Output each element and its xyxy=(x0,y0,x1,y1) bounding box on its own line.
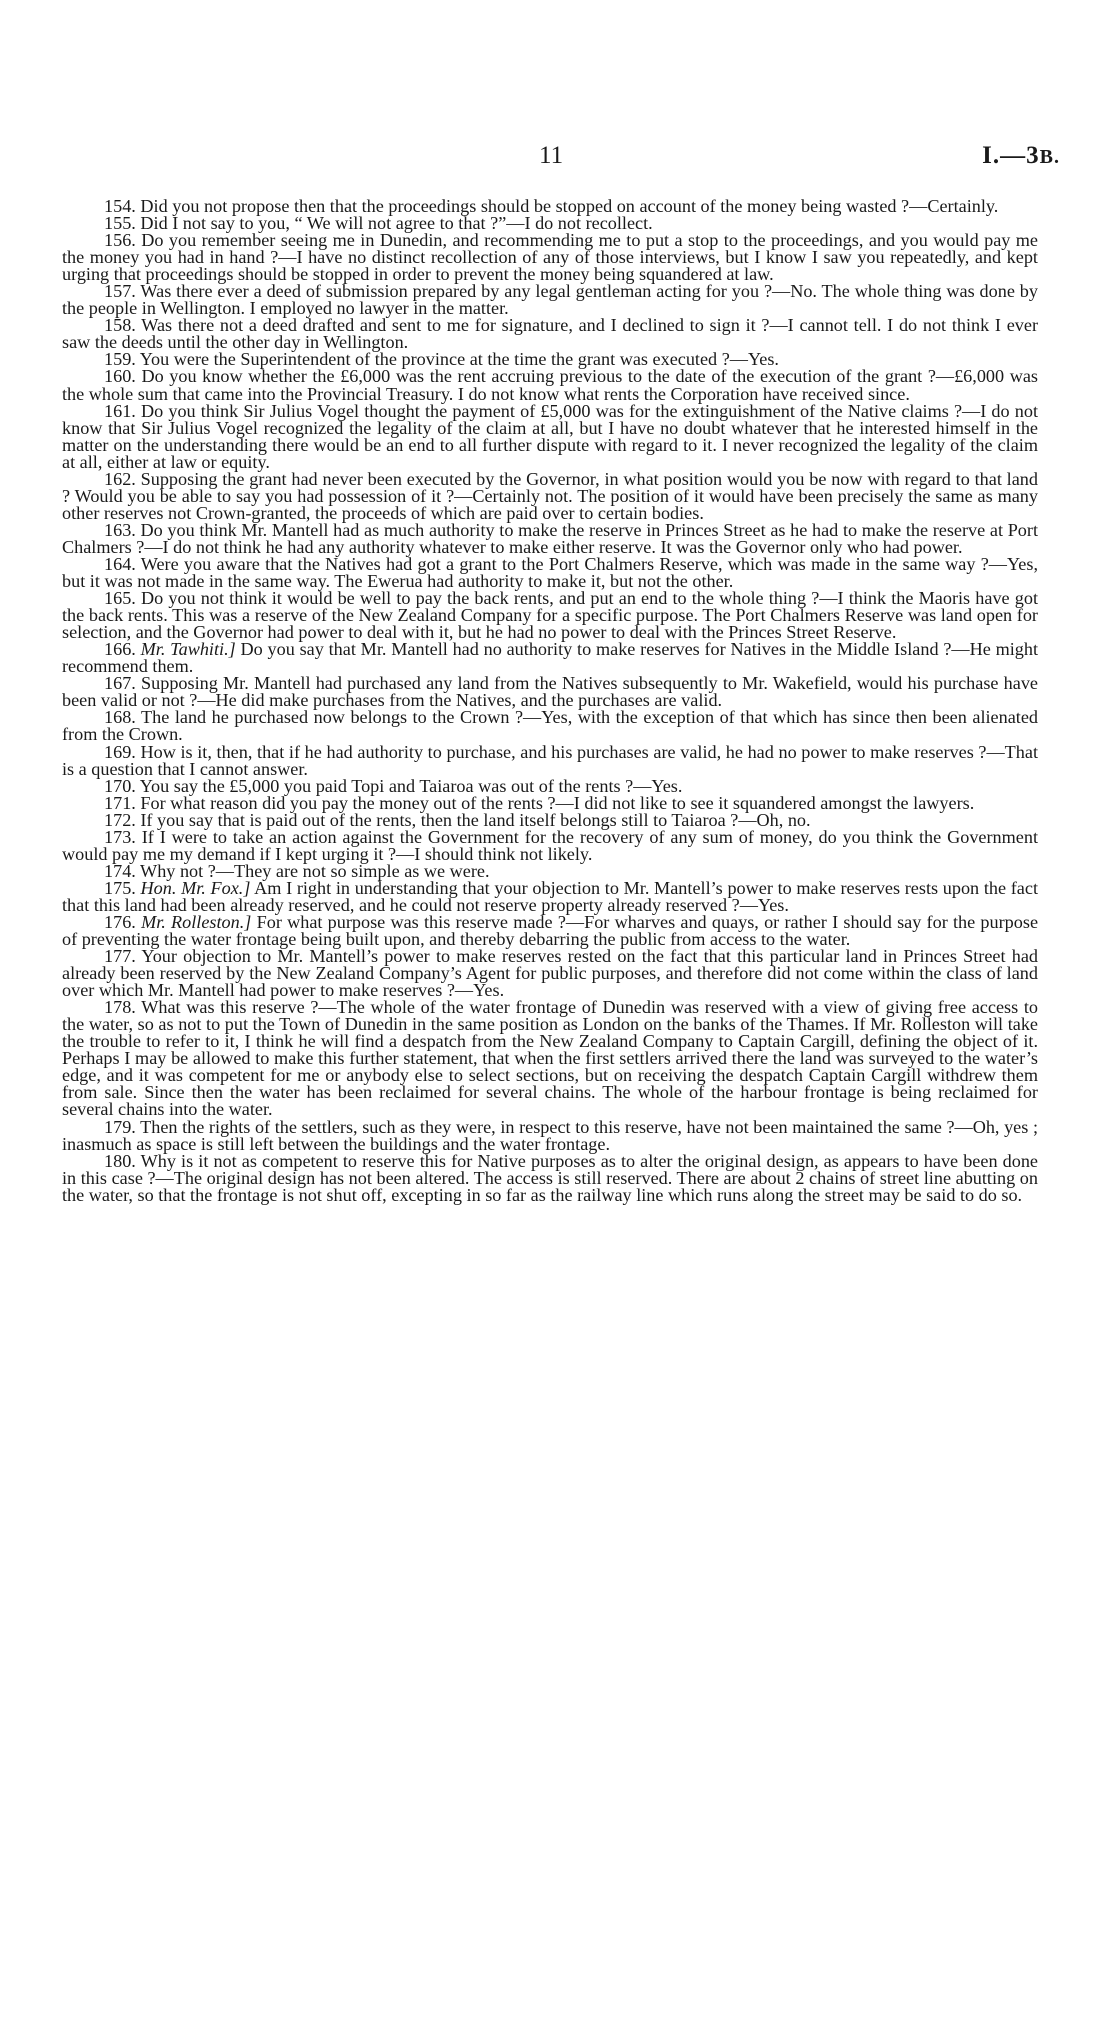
question-answer-text: If you say that is paid out of the rents, then the land itself belongs still to Taiaroa ?—Oh, no. xyxy=(140,809,811,830)
question-paragraph xyxy=(62,232,1038,283)
question-number: 170. xyxy=(104,775,136,796)
question-answer-text: If I were to take an action against the Government for the recovery of any sum of money, do you think the Government would pay me my demand if I kept urging it ?—I should think not likely. xyxy=(62,826,1039,864)
question-number: 160. xyxy=(104,366,136,387)
question-answer-text: For what reason did you pay the money out of the rents ?—I did not like to see it squandered amongst the lawyers. xyxy=(140,792,975,813)
question-paragraph xyxy=(62,317,1038,351)
question-answer-text: Did you not propose then that the proceedings should be stopped on account of the money being wasted ?—Certainly. xyxy=(140,196,999,216)
question-paragraph xyxy=(62,641,1038,675)
question-number: 167. xyxy=(104,673,136,694)
question-answer-text: Then the rights of the settlers, such as they were, in respect to this reserve, have not been maintained the same ?—Oh, yes ; inasmuch as space is still left between the buildings and the water frontage. xyxy=(62,1116,1038,1154)
question-answer-text: You say the £5,000 you paid Topi and Taiaroa was out of the rents ?—Yes. xyxy=(139,775,683,796)
question-paragraph xyxy=(62,553,1039,592)
question-answer-text: Your objection to Mr. Mantell’s power to make reserves rested on the fact that this particular land in Princes Street had already been reserved by the New Zealand Company’s Agent for public purposes, and therefore did not come within the class of land over which Mr. Mantell had power to make reserves ?—Yes. xyxy=(62,946,1039,1001)
question-answer-text: Was there ever a deed of submission prepared by any legal gentleman acting for you ?—No. The whole thing was done by the people in Wellington. I employed no lawyer in the matter. xyxy=(62,281,1038,319)
question-number: 177. xyxy=(104,946,136,967)
speaker-name: Mr. Rolleston.] xyxy=(141,911,252,932)
question-answer-text: Do you say that Mr. Mantell had no authority to make reserves for Natives in the Middle Island ?—He might recommend them. xyxy=(62,639,1039,677)
question-paragraph xyxy=(62,911,1039,950)
question-answer-text: Do you remember seeing me in Dunedin, and recommending me to put a stop to the proceedings, and you would pay me the money you had in hand ?—I have no distinct recollection of any of those interviews, but I know I saw you repeatedly, and kept urging that proceedings should be stopped in order to prevent the money being squandered at law. xyxy=(62,230,1039,285)
question-paragraph xyxy=(62,590,1038,641)
question-number: 174. xyxy=(104,860,136,881)
question-number: 156. xyxy=(104,230,136,251)
question-answer-text: How is it, then, that if he had authority to purchase, and his purchases are valid, he had no power to make reserves ?—That is a question that I cannot answer. xyxy=(62,741,1038,779)
question-answer-text: Why is it not as competent to reserve this for Native purposes as to alter the original design, as appears to have been done in this case ?—The original design has not been altered. The access is still reserved. There are about 2 chains of street line abutting on the water, so that the frontage is not shut off, excepting in so far as the railway line which runs along the street may be said to do so. xyxy=(62,1150,1038,1205)
question-paragraph xyxy=(62,675,1038,709)
question-number: 164. xyxy=(104,553,136,574)
question-answer-text: Do you know whether the £6,000 was the rent accruing previous to the date of the execution of the grant ?—£6,000 was the whole sum that came into the Provincial Treasury. I do not know what rents the Corporation have received since. xyxy=(62,366,1038,404)
question-number: 163. xyxy=(104,519,136,540)
question-paragraph xyxy=(62,519,1039,557)
question-paragraph xyxy=(62,400,1039,472)
question-number: 171. xyxy=(104,792,136,813)
question-number: 158. xyxy=(104,315,136,336)
speaker-name: Hon. Mr. Fox.] xyxy=(140,877,251,898)
question-paragraph xyxy=(62,948,1038,999)
question-number: 179. xyxy=(104,1116,136,1137)
question-answer-text: Why not ?—They are not so simple as we were. xyxy=(140,860,490,881)
question-paragraph xyxy=(62,826,1039,864)
question-answer-text: For what purpose was this reserve made ?—For wharves and quays, or rather I should say for the purpose of preventing the water frontage being built upon, and thereby debarring the public from access to the water. xyxy=(62,911,1039,950)
question-answer-text: The land he purchased now belongs to the Crown ?—Yes, with the exception of that which has since then been alienated from the Crown. xyxy=(62,707,1039,745)
question-paragraph xyxy=(62,368,1038,402)
page-header xyxy=(0,140,1114,176)
question-number: 172. xyxy=(104,809,136,830)
question-paragraph xyxy=(62,709,1038,743)
question-number: 165. xyxy=(104,588,136,609)
question-paragraph xyxy=(62,283,1038,317)
question-answer-text: Did I not say to you, “ We will not agree to that ?”—I do not recollect. xyxy=(140,213,653,234)
question-answer-text: You were the Superintendent of the province at the time the grant was executed ?—Yes. xyxy=(139,349,779,370)
question-paragraph xyxy=(62,468,1038,523)
question-number: 159. xyxy=(104,349,136,370)
question-number: 175. xyxy=(104,877,136,898)
page-number: 11 xyxy=(539,142,564,169)
question-number: 161. xyxy=(104,400,136,421)
question-paragraph xyxy=(62,1116,1038,1154)
question-paragraph xyxy=(62,741,1038,779)
question-number: 155. xyxy=(104,213,136,234)
document-reference-suffix: B. xyxy=(1039,146,1060,168)
question-answer-text: Was there not a deed drafted and sent to me for signature, and I declined to sign it ?—I cannot tell. I do not think I ever saw the deeds until the other day in Wellington. xyxy=(62,315,1038,353)
question-answer-text: Supposing the grant had never been executed by the Governor, in what position would you be now with regard to that land ? Would you be able to say you had possession of it ?—Certainly not. The position of it would have been precisely the same as many other reserves not Crown-granted, the proceeds of which are paid over to certain bodies. xyxy=(62,468,1038,523)
document-reference-main: I.—3 xyxy=(982,142,1040,169)
speaker-name: Mr. Tawhiti.] xyxy=(140,639,236,660)
evidence-body xyxy=(62,198,1038,1204)
question-number: 162. xyxy=(104,468,136,489)
question-answer-text: Do you think Mr. Mantell had as much authority to make the reserve in Princes Street as he had to make the reserve at Port Chalmers ?—I do not think he had any authority whatever to make either reserve. It was the Governor only who had power. xyxy=(62,519,1039,557)
question-paragraph xyxy=(62,999,1038,1118)
question-answer-text: Were you aware that the Natives had got a grant to the Port Chalmers Reserve, which was made in the same way ?—Yes, but it was not made in the same way. The Ewerua had authority to make it, but not the other. xyxy=(62,553,1039,592)
question-answer-text: Do you think Sir Julius Vogel thought the payment of £5,000 was for the extinguishment of the Native claims ?—I do not know that Sir Julius Vogel recognized the legality of the claim at all, but I have no doubt whatever that he interested himself in the matter on the understanding there would be an end to all further dispute with regard to it. I never recognized the legality of the claim at all, either at law or equity. xyxy=(62,400,1039,472)
question-answer-text: Am I right in understanding that your objection to Mr. Mantell’s power to make reserves rests upon the fact that this land had been already reserved, and he could not reserve property already reserved ?—Yes. xyxy=(62,877,1038,915)
question-number: 166. xyxy=(104,639,136,660)
question-paragraph xyxy=(62,877,1038,915)
question-number: 157. xyxy=(104,281,136,302)
question-number: 176. xyxy=(104,911,136,932)
question-number: 178. xyxy=(104,997,136,1018)
question-paragraph xyxy=(62,1150,1038,1205)
question-number: 169. xyxy=(104,741,136,762)
question-answer-text: Do you not think it would be well to pay the back rents, and put an end to the whole thing ?—I think the Maoris have got the back rents. This was a reserve of the New Zealand Company for a specific purpose. The Port Chalmers Reserve was land open for selection, and the Governor had power to deal with it, but he had no power to deal with the Princes Street Reserve. xyxy=(62,588,1039,643)
question-number: 168. xyxy=(104,707,136,728)
question-number: 173. xyxy=(104,826,136,847)
question-number: 154. xyxy=(104,196,136,216)
document-reference xyxy=(982,140,1060,173)
question-answer-text: What was this reserve ?—The whole of the water frontage of Dunedin was reserved with a view of giving free access to the water, so as not to put the Town of Dunedin in the same position as London on the banks of the Thames. If Mr. Rolleston will take the trouble to refer to it, I think he will find a despatch from the New Zealand Company to Captain Cargill, defining the object of it. Perhaps I may be allowed to make this further statement, that when the first settlers arrived there the land was surveyed to the water’s edge, and it was competent for me or anybody else to select sections, but on receiving the despatch Captain Cargill withdrew them from sale. Since then the water has been reclaimed for several chains. The whole of the harbour frontage is being reclaimed for several chains into the water. xyxy=(62,997,1039,1120)
question-number: 180. xyxy=(104,1150,136,1171)
question-answer-text: Supposing Mr. Mantell had purchased any land from the Natives subsequently to Mr. Wakefield, would his purchase have been valid or not ?—He did make purchases from the Natives, and the purchases are valid. xyxy=(62,673,1038,711)
